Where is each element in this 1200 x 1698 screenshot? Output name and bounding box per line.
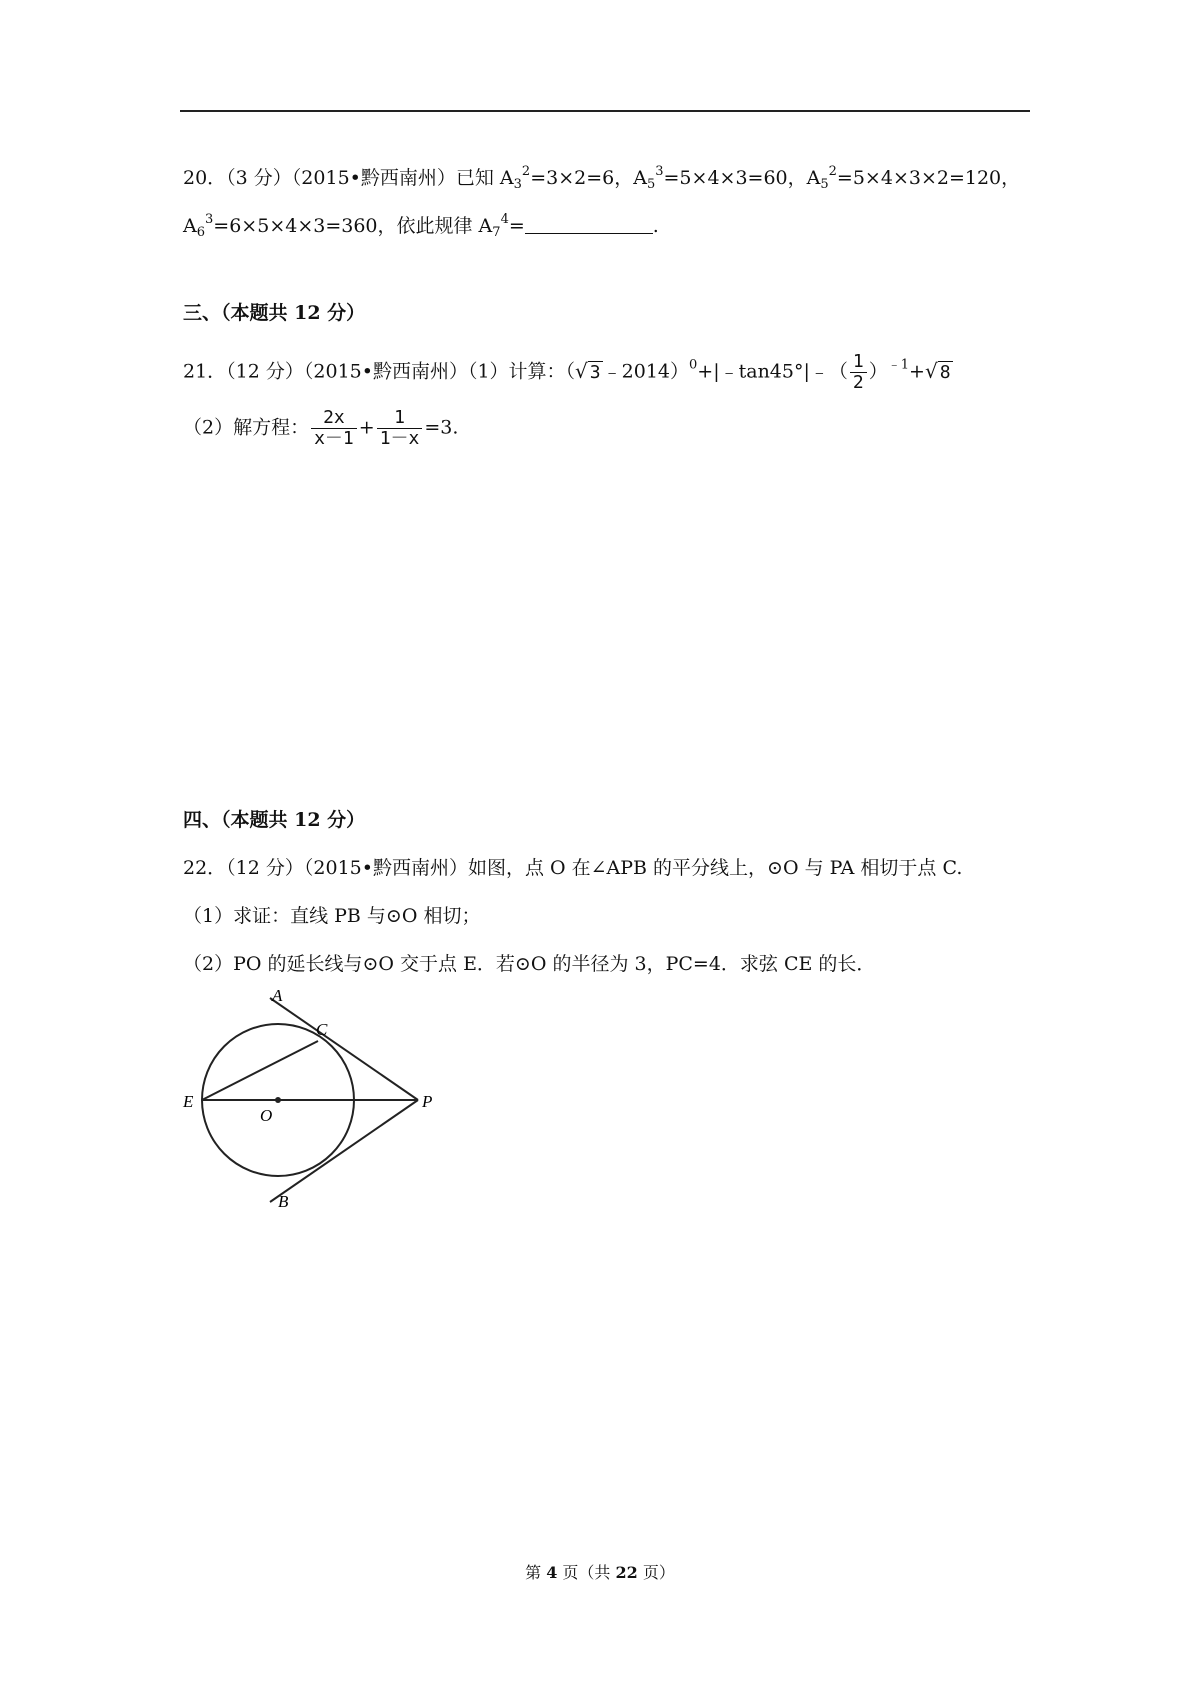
q21-part2: （2）解方程： $\frac{2x}{x-1}$ + $\frac{1}{1-x}$ =3. xyxy=(183,407,459,449)
chord-ce xyxy=(202,1041,318,1100)
page-total: 22 xyxy=(615,1563,638,1582)
header-rule xyxy=(180,110,1030,112)
label-b: B xyxy=(278,1192,289,1210)
fraction-half: $\frac{1}{2}$ xyxy=(850,352,867,393)
q22-line3: （2）PO 的延长线与⊙O 交于点 E．若⊙O 的半径为 3，PC=4．求弦 CE 的长． xyxy=(183,953,876,975)
page-footer: 第 4 页（共 22 页） xyxy=(525,1563,675,1582)
geometry-figure xyxy=(180,985,450,1210)
tangent-pa xyxy=(270,998,418,1100)
answer-blank[interactable] xyxy=(525,215,653,234)
q20-line2: $A_6^3=6\times 5\times 4\times 3=360$，依此规律 $A_7^4=$ . xyxy=(183,212,659,240)
section-3-title: 三、（本题共 12 分） xyxy=(183,302,366,324)
tangent-pb xyxy=(270,1100,418,1202)
sqrt-3: √ 3 xyxy=(575,358,601,383)
label-p: P xyxy=(422,1092,433,1111)
label-o: O xyxy=(260,1106,273,1125)
q21-part1: 21．（12 分）（2015•黔西南州）（1）计算：（√ 3 ﹣2014）$^0$+|﹣tan45°|﹣（ $\frac{1}{2}$ ）$^{﹣1}$+√ 8 xyxy=(183,351,951,393)
fraction-1: $\frac{1}{1-x}$ xyxy=(377,408,423,449)
q20-line1: 20．（3 分）（2015•黔西南州）已知 $A_3^2=3\times 2=6$，$A_5^3=5\times 4\times 3=60$，$A_5^2=5\times 4\times 3\times 2=120$， xyxy=(183,164,1021,192)
section-4-title: 四、（本题共 12 分） xyxy=(183,809,366,831)
fraction-2x: $\frac{2x}{x-1}$ xyxy=(311,408,357,449)
page-number: 4 xyxy=(546,1563,558,1582)
sqrt-8: √ 8 xyxy=(924,358,951,383)
label-e: E xyxy=(183,1092,194,1111)
q22-line1: 22．（12 分）（2015•黔西南州）如图，点 O 在∠APB 的平分线上，⊙O 与 PA 相切于点 C. xyxy=(183,857,963,879)
center-point xyxy=(275,1097,281,1103)
label-c: C xyxy=(316,1020,328,1039)
q22-line2: （1）求证：直线 PB 与⊙O 相切； xyxy=(183,905,481,927)
label-a: A xyxy=(272,986,283,1005)
